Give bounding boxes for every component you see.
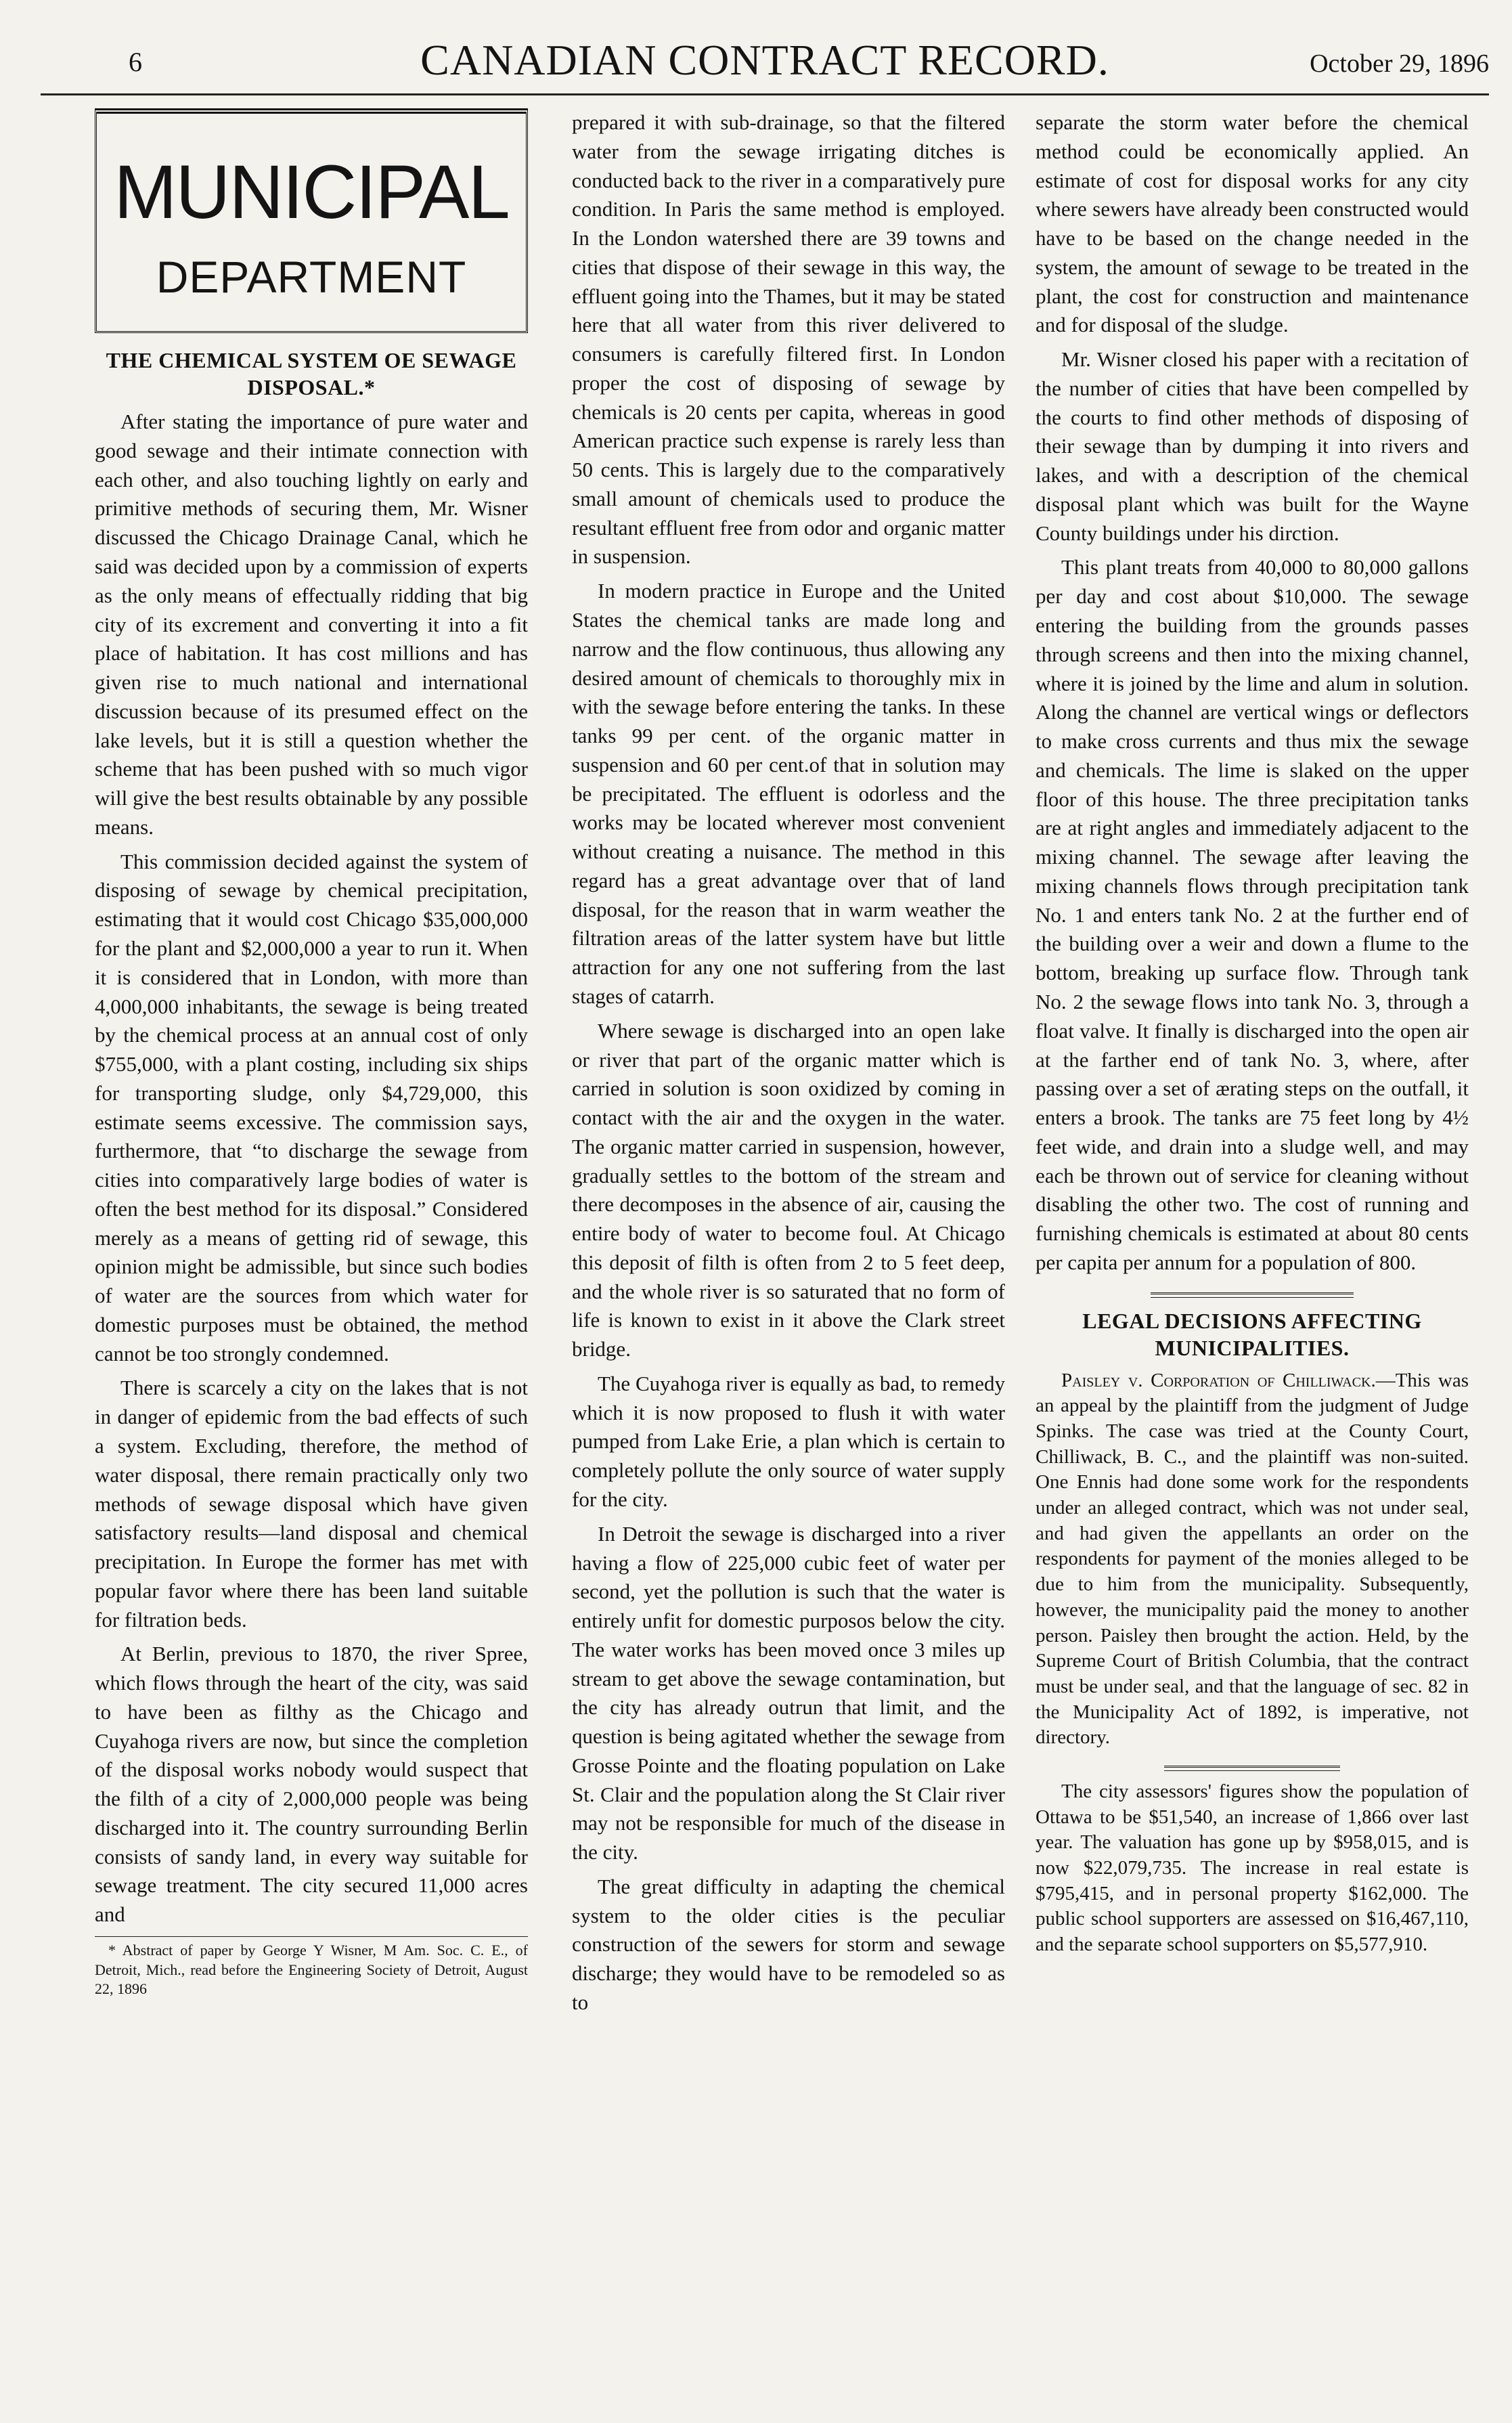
masthead-line-2: DEPARTMENT: [156, 252, 467, 302]
section-masthead: [95, 108, 528, 333]
paragraph: There is scarcely a city on the lakes that is not in danger of epidemic from the bad effects of such a system. Excluding, therefore, the method of water disposal, there remain practically only two methods of sewage disposal which have given satisfactory results—land disposal and chemical precipitation. In Europe the former has met with popular favor where there has been land suitable for filtration beds.: [95, 1376, 528, 1632]
paragraph: This commission decided against the system of disposing of sewage by chemical precipitation, estimating that it would cost Chicago $35,000,000 for the plant and $2,000,000 a year to run it. When it is considered that in London, with more than 4,000,000 inhabitants, the sewage is being treated by the chemical process at an annual cost of only $755,000, with a plant costing, including six ships for transporting sludge, only $4,729,000, this estimate seems excessive. The commission says, furthermore, that “to discharge the sewage from cities into comparatively large bodies of water is often the best method for its disposal.” Considered merely as a means of getting rid of sewage, this opinion might be admissible, but since such bodies of water are the sources from which water for domestic purposes must be obtained, the method cannot be too strongly condemned.: [95, 849, 528, 1366]
paragraph: The great difficulty in adapting the chemical system to the older cities is the peculiar construction of the sewers for storm and sewage discharge; they would have to be remodeled so as to: [572, 1874, 1005, 2014]
paragraph: In modern practice in Europe and the United States the chemical tanks are made long and narrow and the flow continuous, thus allowing any desired amount of chemicals to thoroughly mix in with the sewage before entering the tanks. In these tanks 99 per cent. of the organic matter in suspension and 60 per cent.of that in solution may be precipitated. The effluent is odorless and the works may be located wherever most convenient without creating a nuisance. The method in this regard has a great advantage over that of land disposal, for the reason that in warm weather the filtration areas of the latter system have but little attraction for any one not suffering from the last stages of catarrh.: [572, 579, 1005, 1008]
paragraph: separate the storm water before the chemical method could be economically applied. An estimate of cost for disposal works for any city where sewers have already been constructed would have to be based on the change needed in the system, the amount of sewage to be treated in the plant, the cost for construction and maintenance and for disposal of the sludge.: [1036, 110, 1469, 337]
paragraph: Mr. Wisner closed his paper with a recitation of the number of cities that have been compelled by the courts to find other methods of disposing of their sewage than by dumping it into rivers and lakes, and with a description of the chemical disposal plant which was built for the Wayne County buildings under his dirction.: [1036, 347, 1469, 545]
paragraph: prepared it with sub-drainage, so that the filtered water from the sewage irrigating ditches is conducted back to the river in a comparatively pure condition. In Paris the same method is employed. In the London watershed there are 39 towns and cities that dispose of their sewage in this way, the effluent going into the Thames, but it may be stated here that all water from this river delivered to consumers is carefully filtered first. In London proper the cost of disposing of sewage by chemicals is 20 cents per capita, whereas in good American practice such expense is rarely less than 50 cents. This is largely due to the comparatively small amount of chemicals used to produce the resultant effluent free from odor and organic matter in suspension.: [572, 110, 1005, 569]
case-body: —This was an appeal by the plaintiff from the judgment of Judge Spinks. The case was tried at the County Court, Chilliwack, B. C., and the plaintiff was non-suited. One Ennis had done some work for the respondents under an alleged contract, which was not under seal, and had given the appellants an order on the respondents for payment of the monies alleged to be due to him from the municipality. Subsequently, however, the municipality paid the money to another person. Paisley then brought the action. Held, by the Supreme Court of British Columbia, that the contract must be under seal, and that the language of sec. 82 in the Municipality Act of 1892, is imperative, not directory.: [1036, 1369, 1469, 1749]
paragraph: At Berlin, previous to 1870, the river Spree, which flows through the heart of the city, was said to have been as filthy as the Chicago and Cuyahoga rivers are now, but since the completion of the disposal works nobody would suspect that the filth of a city of 2,000,000 people was being discharged into it. The country surrounding Berlin consists of sandy land, in every way suitable for sewage treatment. The city secured 11,000 acres and: [95, 1642, 528, 1927]
article-title: THE CHEMICAL SYSTEM OE SEWAGE DISPOSAL.*: [106, 348, 517, 400]
page-header: [41, 19, 1489, 95]
issue-date: October 29, 1896: [1310, 49, 1489, 78]
page-number: 6: [129, 47, 142, 77]
paragraph: The city assessors' figures show the population of Ottawa to be $51,540, an increase of 1,866 over last year. The valuation has gone up by $958,015, and is now $22,079,735. The increase in real estate is $795,415, and in personal property $162,000. The public school supporters are assessed on $16,467,110, and the separate school supporters on $5,577,910.: [1036, 1780, 1469, 1956]
paragraph: Where sewage is discharged into an open lake or river that part of the organic matter which is carried in solution is soon oxidized by coming in contact with the air and the oxygen in the water. The organic matter carried in suspension, however, gradually settles to the bottom of the stream and there decomposes in the absence of air, causing the entire body of water to become foul. At Chicago this deposit of filth is often from 2 to 5 feet deep, and the whole river is so saturated that no form of life is known to exist in it above the Clark street bridge.: [572, 1018, 1005, 1361]
paragraph: This plant treats from 40,000 to 80,000 gallons per day and cost about $10,000. The sewage entering the building from the grounds passes through screens and then into the mixing channel, where it is joined by the lime and alum in solution. Along the channel are vertical wings or deflectors to make cross currents and thus mix the sewage and chemicals. The lime is slaked on the upper floor of this house. The three precipitation tanks are at right angles and immediately adjacent to the mixing channel. The sewage after leaving the mixing channels flows through precipitation tank No. 1 and enters tank No. 2 at the further end of the building over a weir and down a flume to the bottom, breaking up surface flow. Through tank No. 2 the sewage flows into tank No. 3, through a float valve. It finally is discharged into the open air at the farther end of tank No. 3, where, after passing over a set of ærating steps on the outfall, it enters a brook. The tanks are 75 feet long by 4½ feet wide, and drain into a sludge well, and may each be thrown out of service for cleaning without disabling the other two. The cost of running and furnishing chemicals is estimated at about 80 cents per capita per annum for a population of 800.: [1036, 555, 1469, 1274]
paragraph: The Cuyahoga river is equally as bad, to remedy which it is now proposed to flush it with water pumped from Lake Erie, a plan which is certain to completely pollute the only source of water supply for the city.: [572, 1371, 1005, 1511]
masthead-line-1: MUNICIPAL: [114, 150, 509, 234]
article-title: LEGAL DECISIONS AFFECTING MUNICIPALITIES.: [1082, 1308, 1422, 1360]
case-name: Paisley v. Corporation of Chilliwack.: [1061, 1369, 1376, 1391]
column-1: [95, 108, 528, 1999]
section-divider: [1164, 1766, 1340, 1771]
case-paragraph: [1036, 1368, 1469, 1751]
publication-title: CANADIAN CONTRACT RECORD.: [420, 36, 1109, 84]
paragraph: After stating the importance of pure water and good sewage and their intimate connection with each other, and also touching lightly on early and primitive methods of securing them, Mr. Wisner discussed the Chicago Drainage Canal, which he said was decided upon by a commission of experts as the only means of effectually ridding that big city of its excrement and converting it into a fit place of habitation. It has cost millions and has given rise to much national and international discussion because of its presumed effect on the lake levels, but it is still a question whether the scheme that has been pushed with so much vigor will give the best results obtainable by any possible means.: [95, 410, 528, 839]
footnote: * Abstract of paper by George Y Wisner, M Am. Soc. C. E., of Detroit, Mich., read before the Engineering Society of Detroit, August 22, 1896: [95, 1936, 528, 1999]
column-2: [572, 108, 1005, 2023]
section-divider: [1151, 1292, 1354, 1298]
paragraph: In Detroit the sewage is discharged into a river having a flow of 225,000 cubic feet of water per second, yet the pollution is such that the water is entirely unfit for domestic purposos below the city. The water works has been moved once 3 miles up stream to get above the sewage contamination, but the city has already outrun that limit, and the question is being agitated whether the sewage from Grosse Pointe and the floating population on Lake St. Clair and the population along the St Clair river may not be responsible for much of the disease in the city.: [572, 1521, 1005, 1864]
column-3: [1036, 108, 1469, 1963]
